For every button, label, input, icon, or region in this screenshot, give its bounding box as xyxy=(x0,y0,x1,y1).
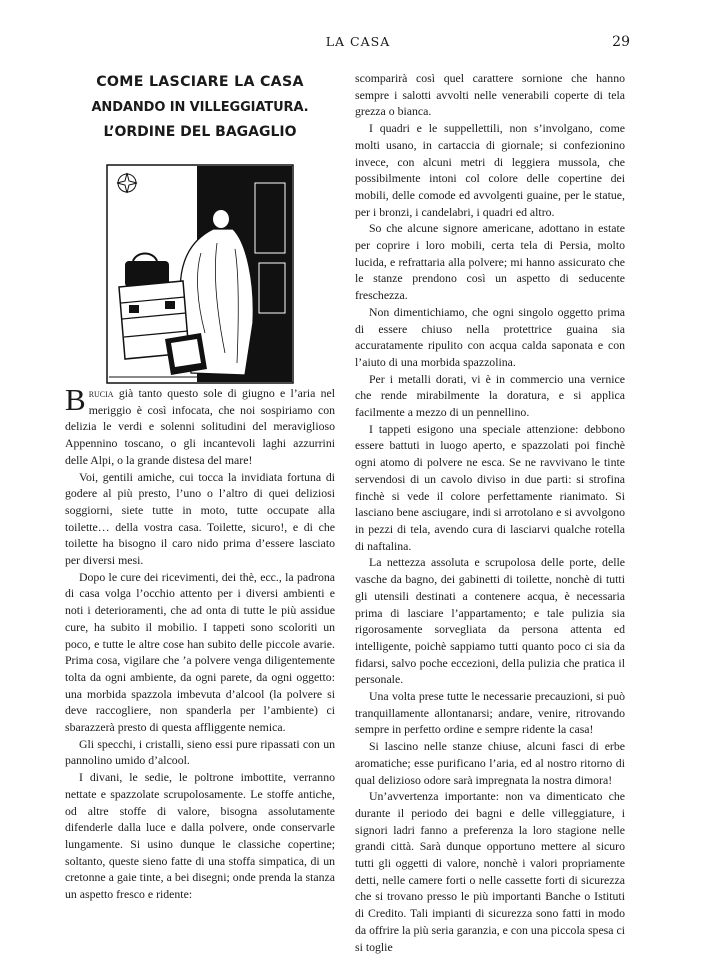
paragraph-r6: I tappeti esigono una speciale attenzione: debbono essere battuti in luogo aperto, e spazzolati poi finchè ogni atomo di polvere ne esca. Se ne ravvivano le tinte servendosi di un cavolo diviso in due parti: si strofina finchè si vede il colore perfettamente rianimato. Si lasciano bene asciugare, indi si arrotolano e si avvolgono in pezzi di tela, avendo cura di lasciarvi qualche rotella di naftalina. xyxy=(355,421,625,553)
paragraph-continued: scomparirà così quel carattere sornione che hanno sempre i salotti avvolti nelle venerabili coperte di tela grezza o bianca. xyxy=(355,71,625,119)
paragraph-1-text: già tanto questo sole di giugno e l’aria nel meriggio è così infocata, che noi sospiriamo con delizia le verdi e solenni solitudini del meraviglioso Appennino toscano, o gli incantevoli laghi azzurrini delle Alpi, o la grande distesa del mare! xyxy=(65,386,335,467)
paragraph-r2: I quadri e le suppellettili, non s’involgano, come molti usano, in cartaccia di giornale; si confezionino invece, con alcuni metri di leggiera mussola, che possibilmente intoni col colore delle copertine dei mobili, delle comode ed avvolgenti guaine, per le statue, per i bronzi, i candelabri, i quadri ed altro. xyxy=(355,121,625,219)
right-column xyxy=(355,70,625,955)
lead-word: rucia xyxy=(88,386,114,400)
title-line-1: COME LASCIARE LA CASA xyxy=(96,74,304,90)
paragraph-r5: Per i metalli dorati, vi è in commercio una vernice che rende mirabilmente la doratura, e si applica facilmente a mezzo di un pennellino. xyxy=(355,371,625,420)
running-header: LA CASA xyxy=(325,34,391,49)
paragraph-r7: La nettezza assoluta e scrupolosa delle porte, delle vasche da bagno, dei gabinetti di toilette, nonchè di tutti gli utensili destinati a contenere acqua, è necessaria prima di lasciare l’appartamento; e tale pulizia sia rigorosamente sorvegliata da persona attenta ed intelligente, poichè sappiamo tutti quanto poco ci sia da fidarsi, salvo poche eccezioni, della pulizia che pratica il personale. xyxy=(355,555,625,687)
paragraph-r9: Si lascino nelle stanze chiuse, alcuni fasci di erbe aromatiche; esse purificano l’aria, ed al nostro ritorno di qual delizioso odore sarà impregnata la nostra dimora! xyxy=(355,739,625,787)
paragraph-r8: Una volta prese tutte le necessarie precauzioni, si può tranquillamente allontanarsi; andare, venire, ritrovando sempre in perfetto ordine e sempre ridente la casa! xyxy=(355,689,625,737)
paragraph-r10: Un’avvertenza importante: non va dimenticato che durante il periodo dei bagni e delle villeggiature, i signori ladri fanno a preferenza la loro stagione nelle grandi città. Sarà dunque opportuno mettere al sicuro tutti gli oggetti di valore, nonchè i valori propriamente detti, nelle camere forti o nelle cassette forti di sicurezza che si trovano presso le più importanti Banche o Istituti di Credito. Tali impianti di sicurezza sono fatti in modo da offrire la più seria garanzia, e con una piccola spesa ci si toglie xyxy=(355,789,625,954)
page-number: 29 xyxy=(612,34,630,50)
paragraph-2: Voi, gentili amiche, cui tocca la invidiata fortuna di godere al più presto, l’uno o l’altro di quei deliziosi soggiorni, siete tutte in moto, tutte occupate alla toilette… della vostra casa. Toilette, sicuro!, e di che toilette ha bisogno il caro nido prima d’essere lasciato per diversi mesi. xyxy=(65,469,335,568)
title-line-2: ANDANDO IN VILLEGGIATURA. xyxy=(91,100,309,115)
drop-cap: B xyxy=(65,382,86,417)
paragraph-5: I divani, le sedie, le poltrone imbottite, verranno nettate e spazzolate scrupolosamente. Le stoffe antiche, od altre stoffe di valore, bisogna assolutamente difenderle dalla luce e dalla polvere, onde conservarle lungamente. Si usino dunque le classiche copertine; soltanto, queste sieno fatte di una stoffa simpatica, di un cretonne a gaie tinte, a bei disegni; onde prenda la stanza un aspetto fresco e ridente: xyxy=(65,770,335,902)
paragraph-r4: Non dimentichiamo, che ogni singolo oggetto prima di essere chiuso nella protettrice guaina sia accuratamente ripulito con acqua calda saponata e con l’aiuto di una morbida spazzolina. xyxy=(355,304,625,369)
paragraph-3: Dopo le cure dei ricevimenti, dei thè, ecc., la padrona di casa volga l’occhio attento per i diversi ambienti e noti i deterioramenti, che ad onta di tutte le più assidue cure, ha subito il mobilio. I tappeti sono scoloriti un poco, e tutte le altre cose han subito delle piccole avarie. Prima cosa, vigilare che ’a polvere venga diligentemente tolta da ogni ambiente, da ogni parete, da ogni oggetto: una morbida spazzola imbevuta d’alcool (la polvere si deve raccogliere, non spanderla per l’ambiente) ci sbarazzerà presto di questa affliggente nemica. xyxy=(65,569,335,735)
paragraph-4: Gli specchi, i cristalli, sieno essi pure ripassati con un pannolino umido d’alcool. xyxy=(65,736,335,768)
article-title xyxy=(65,70,335,145)
illustration-woman-packing-trunk xyxy=(105,163,295,385)
left-column xyxy=(65,70,335,903)
paragraph-r3: So che alcune signore americane, adottano in estate per coprire i loro mobili, certa tela di Persia, molto lucida, e refrattaria alla polvere; mi hanno assicurato che le stanze prendono così un aspetto di seducente freschezza. xyxy=(355,221,625,303)
title-line-3: L’ORDINE DEL BAGAGLIO xyxy=(103,124,297,140)
paragraph-1 xyxy=(65,382,335,469)
